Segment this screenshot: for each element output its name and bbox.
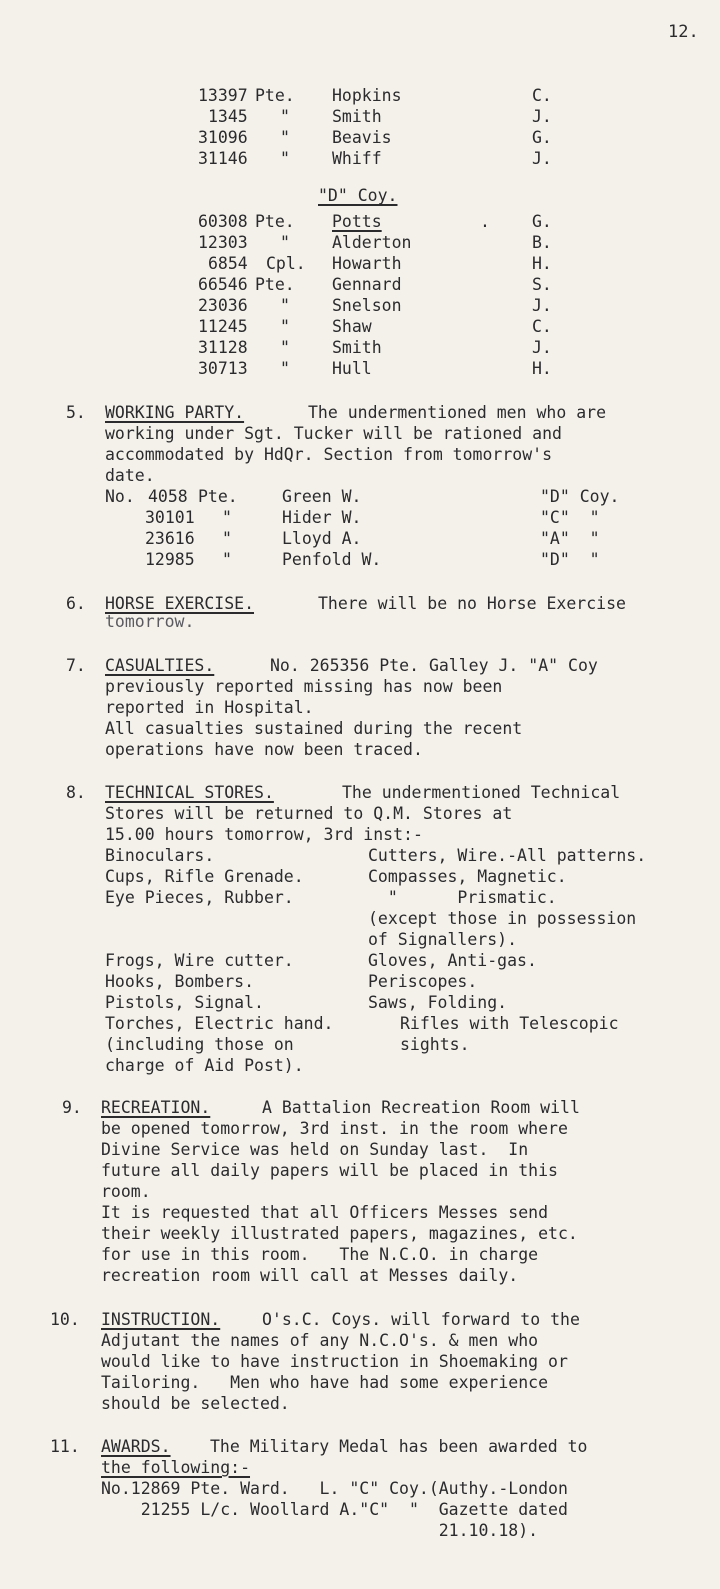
section-heading: INSTRUCTION.: [101, 1310, 221, 1329]
roll-number: 6854: [208, 254, 248, 273]
roll-company: "D" Coy.: [540, 487, 620, 506]
section-line: previously reported missing has now been: [105, 677, 503, 696]
section-line: 21.10.18).: [101, 1521, 539, 1540]
roll-company: "A" ": [540, 529, 600, 548]
roll-rank: Pte.: [255, 86, 295, 105]
roll-number: 4058: [148, 487, 188, 506]
roll-initial: J.: [532, 338, 552, 357]
roll-rank: Pte.: [255, 212, 295, 231]
section-line: the following:-: [101, 1458, 251, 1477]
roll-name: Hopkins: [332, 86, 402, 105]
section-line: their weekly illustrated papers, magazines, etc.: [101, 1224, 578, 1243]
section-number: 10.: [50, 1310, 80, 1329]
section-number: 5.: [66, 403, 86, 422]
section-number: 7.: [66, 656, 86, 675]
stores-left-item: (including those on: [105, 1035, 294, 1054]
roll-name: Gennard: [332, 275, 402, 294]
roll-name: Snelson: [332, 296, 402, 315]
roll-name: Beavis: [332, 128, 392, 147]
section-heading: AWARDS.: [101, 1437, 171, 1456]
roll-name: Whiff: [332, 149, 382, 168]
stores-right-item: (except those in possession: [368, 909, 637, 928]
roll-rank: ": [222, 550, 232, 569]
roll-name: Lloyd A.: [282, 529, 362, 548]
section-line: All casualties sustained during the recent: [105, 719, 523, 738]
roll-initial: S.: [532, 275, 552, 294]
section-number: 11.: [50, 1437, 80, 1456]
section-line: O's.C. Coys. will forward to the: [262, 1310, 580, 1329]
roll-rank: ": [280, 128, 290, 147]
roll-rank: ": [222, 529, 232, 548]
stores-right-item: Gloves, Anti-gas.: [368, 951, 537, 970]
roll-name: Green W.: [282, 487, 362, 506]
d-coy-heading: "D" Coy.: [318, 186, 398, 205]
roll-initial: C.: [532, 86, 552, 105]
roll-number: 31146: [198, 149, 248, 168]
section-line: future all daily papers will be placed in this: [101, 1161, 558, 1180]
section-line: No. 265356 Pte. Galley J. "A" Coy: [270, 656, 598, 675]
section-line: No.12869 Pte. Ward. L. "C" Coy.(Authy.-London: [101, 1479, 568, 1498]
stores-left-item: Cups, Rifle Grenade.: [105, 867, 304, 886]
section-line: for use in this room. The N.C.O. in charge: [101, 1245, 539, 1264]
stores-left-item: Binoculars.: [105, 846, 215, 865]
section-line: It is requested that all Officers Messes send: [101, 1203, 549, 1222]
stores-right-item: of Signallers).: [368, 930, 518, 949]
section-line: A Battalion Recreation Room will: [262, 1098, 580, 1117]
stores-right-item: Compasses, Magnetic.: [368, 867, 567, 886]
roll-initial: J.: [532, 107, 552, 126]
section-line: working under Sgt. Tucker will be rationed and: [105, 424, 562, 443]
roll-company: "D" ": [540, 550, 600, 569]
roll-number: 12303: [198, 233, 248, 252]
roll-name: Potts: [332, 212, 382, 231]
roll-rank: ": [280, 317, 290, 336]
roll-rank: ": [280, 149, 290, 168]
stores-left-item: Eye Pieces, Rubber.: [105, 888, 294, 907]
section-heading: HORSE EXERCISE.: [105, 594, 255, 613]
roll-rank: Pte.: [198, 487, 238, 506]
roll-name: Alderton: [332, 233, 412, 252]
stores-left-item: Hooks, Bombers.: [105, 972, 255, 991]
stores-left-item: Frogs, Wire cutter.: [105, 951, 294, 970]
roll-name: Hider W.: [282, 508, 362, 527]
section-number: 6.: [66, 594, 86, 613]
section-line: should be selected.: [101, 1394, 290, 1413]
stores-left-item: Pistols, Signal.: [105, 993, 264, 1012]
roll-initial: G.: [532, 212, 552, 231]
section-line: room.: [101, 1182, 151, 1201]
roll-rank: ": [222, 508, 232, 527]
roll-number: 23036: [198, 296, 248, 315]
roll-name: Hull: [332, 359, 372, 378]
roll-initial: C.: [532, 317, 552, 336]
roll-rank: ": [280, 338, 290, 357]
roll-name: Shaw: [332, 317, 372, 336]
roll-name: Penfold W.: [282, 550, 382, 569]
section-line: 21255 L/c. Woollard A."C" " Gazette dated: [101, 1500, 568, 1519]
roll-number: 66546: [198, 275, 248, 294]
section-line: Divine Service was held on Sunday last. In: [101, 1140, 529, 1159]
roll-rank: ": [280, 107, 290, 126]
roll-number: 11245: [198, 317, 248, 336]
section-line: be opened tomorrow, 3rd inst. in the room where: [101, 1119, 568, 1138]
roll-initial: J.: [532, 149, 552, 168]
section-line: operations have now been traced.: [105, 740, 423, 759]
roll-rank: ": [280, 296, 290, 315]
roll-rank: Cpl.: [266, 254, 306, 273]
section-line: The Military Medal has been awarded to: [210, 1437, 588, 1456]
roll-dot: .: [480, 212, 490, 231]
section-line: Adjutant the names of any N.C.O's. & men who: [101, 1331, 539, 1350]
section-heading: WORKING PARTY.: [105, 403, 245, 422]
stores-left-item: Torches, Electric hand.: [105, 1014, 334, 1033]
section-line: 15.00 hours tomorrow, 3rd inst:-: [105, 825, 423, 844]
roll-initial: G.: [532, 128, 552, 147]
roll-initial: B.: [532, 233, 552, 252]
section-line: reported in Hospital.: [105, 698, 314, 717]
roll-number: 31096: [198, 128, 248, 147]
roll-rank: ": [280, 233, 290, 252]
stores-right-item: " Prismatic.: [368, 888, 557, 907]
roll-name: Howarth: [332, 254, 402, 273]
section-number: 8.: [66, 783, 86, 802]
section-line: There will be no Horse Exercise: [318, 594, 626, 613]
stores-right-item: Cutters, Wire.-All patterns.: [368, 846, 647, 865]
section-heading: CASUALTIES.: [105, 656, 215, 675]
stores-right-item: Saws, Folding.: [368, 993, 508, 1012]
roll-number: 13397: [198, 86, 248, 105]
section-number: 9.: [62, 1098, 82, 1117]
section-line: The undermentioned Technical: [342, 783, 621, 802]
section-line: The undermentioned men who are: [308, 403, 607, 422]
roll-rank: ": [280, 359, 290, 378]
roll-number: 12985: [145, 550, 195, 569]
roll-initial: H.: [532, 254, 552, 273]
roll-number: 31128: [198, 338, 248, 357]
stores-left-item: charge of Aid Post).: [105, 1056, 304, 1075]
roll-prefix: No.: [105, 487, 135, 506]
roll-number: 30713: [198, 359, 248, 378]
page-number: 12.: [668, 22, 699, 42]
stores-right-item: Periscopes.: [368, 972, 478, 991]
section-line: accommodated by HdQr. Section from tomorrow's: [105, 445, 553, 464]
roll-initial: J.: [532, 296, 552, 315]
stores-right-item: Rifles with Telescopic: [400, 1014, 619, 1033]
roll-initial: H.: [532, 359, 552, 378]
roll-name: Smith: [332, 107, 382, 126]
roll-number: 60308: [198, 212, 248, 231]
roll-name: Smith: [332, 338, 382, 357]
section-line: recreation room will call at Messes daily.: [101, 1266, 519, 1285]
section-line: Tailoring. Men who have had some experience: [101, 1373, 549, 1392]
roll-number: 23616: [145, 529, 195, 548]
section-line: tomorrow.: [105, 612, 195, 631]
roll-number: 1345: [208, 107, 248, 126]
section-line: would like to have instruction in Shoemaking or: [101, 1352, 568, 1371]
section-heading: TECHNICAL STORES.: [105, 783, 274, 802]
stores-right-item: sights.: [400, 1035, 470, 1054]
section-line: date.: [105, 466, 155, 485]
section-line: Stores will be returned to Q.M. Stores at: [105, 804, 513, 823]
section-heading: RECREATION.: [101, 1098, 211, 1117]
roll-number: 30101: [145, 508, 195, 527]
roll-company: "C" ": [540, 508, 600, 527]
roll-rank: Pte.: [255, 275, 295, 294]
